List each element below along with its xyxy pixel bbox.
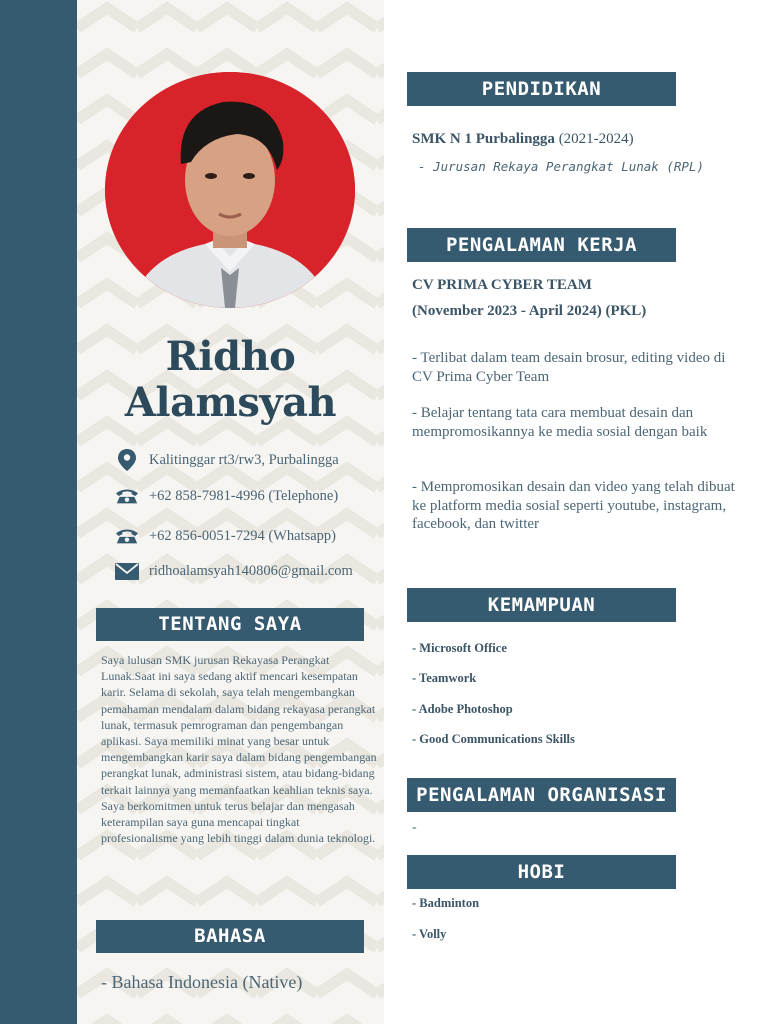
contact-whatsapp	[115, 524, 384, 548]
location-pin-icon	[115, 448, 139, 472]
left-accent-bar	[0, 0, 77, 1024]
language-item: - Bahasa Indonesia (Native)	[101, 972, 303, 992]
hobbies-heading: HOBI	[407, 855, 676, 889]
organization-heading: PENGALAMAN ORGANISASI	[407, 778, 676, 812]
envelope-icon	[115, 559, 139, 583]
last-name: Alamsyah	[124, 379, 337, 426]
education-heading: PENDIDIKAN	[407, 72, 676, 106]
about-text: Saya lulusan SMK jurusan Rekayasa Perangkat Lunak.Saat ini saya sedang aktif mencari kesempatan karir. Selama di sekolah, saya telah mengembangkan pemahaman mendalam dalam bidang rekayasa perangkat lunak, termasuk pemrograman dan pengembangan aplikasi. Saya memiliki minat yang besar untuk mengembangkan karir saya dalam bidang pengembangan perangkat lunak, administrasi sistem, atau bidang-bidang terkait lainnya yang memanfaatkan keahlian teknis saya. Saya berkomitmen untuk terus belajar dan mengasah keterampilan saya guna mencapai tingkat profesionalisme yang lebih tinggi dalam dunia teknologi.	[101, 653, 377, 846]
about-heading: TENTANG SAYA	[96, 608, 364, 641]
skill-item: - Good Communications Skills	[412, 732, 575, 746]
school-years: (2021-2024)	[558, 131, 634, 147]
contact-telephone-text: +62 858-7981-4996 (Telephone)	[149, 487, 339, 504]
skills-heading: KEMAMPUAN	[407, 588, 676, 622]
telephone-icon	[115, 524, 139, 548]
organization-text: -	[412, 820, 417, 835]
work-period: (November 2023 - April 2024) (PKL)	[412, 303, 647, 319]
work-item: - Terlibat dalam team desain brosur, editing video di CV Prima Cyber Team	[412, 350, 726, 385]
skill-item: - Microsoft Office	[412, 641, 507, 655]
profile-photo	[105, 72, 355, 308]
education-major: - Jurusan Rekaya Perangkat Lunak (RPL)	[418, 159, 704, 174]
contact-telephone	[115, 484, 384, 508]
education-school	[412, 131, 634, 148]
languages-heading: BAHASA	[96, 920, 364, 953]
hobby-item: - Badminton	[412, 896, 480, 910]
contact-whatsapp-text: +62 856-0051-7294 (Whatsapp)	[149, 527, 336, 544]
left-panel	[77, 0, 384, 1024]
skill-item: - Teamwork	[412, 671, 477, 685]
telephone-icon	[115, 484, 139, 508]
work-item: - Mempromosikan desain dan video yang telah dibuat ke platform media sosial seperti youtube, instagram, facebook, dan twitter	[412, 479, 735, 532]
work-item: - Belajar tentang tata cara membuat desain dan mempromosikannya ke media sosial dengan baik	[412, 405, 708, 440]
first-name: Ridho	[165, 333, 296, 380]
hobby-item: - Volly	[412, 927, 447, 941]
contact-email-text: ridhoalamsyah140806@gmail.com	[149, 562, 353, 579]
contact-email	[115, 559, 384, 583]
contact-address-text: Kalitinggar rt3/rw3, Purbalingga	[149, 451, 339, 468]
contact-address	[115, 448, 384, 472]
work-company: CV PRIMA CYBER TEAM	[412, 277, 592, 293]
work-heading: PENGALAMAN KERJA	[407, 228, 676, 262]
skill-item: - Adobe Photoshop	[412, 702, 513, 716]
school-name: SMK N 1 Purbalingga	[412, 131, 555, 147]
